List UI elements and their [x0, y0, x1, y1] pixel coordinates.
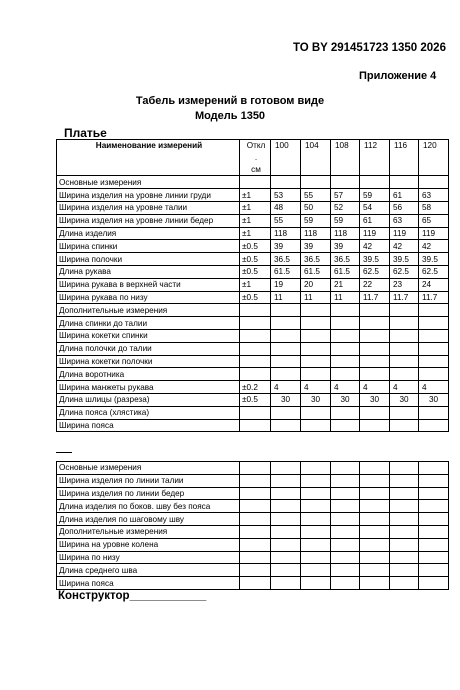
empty-cell — [240, 474, 271, 487]
document-title: Табель измерений в готовом виде — [135, 95, 325, 107]
column-header-size: 120 — [419, 140, 449, 176]
column-header-size: 116 — [390, 140, 419, 176]
value-cell — [419, 176, 449, 189]
deviation-cell: ±0.2 — [240, 381, 271, 394]
deviation-cell: ±0.5 — [240, 393, 271, 406]
value-cell: 22 — [360, 278, 390, 291]
item-name: Платье — [64, 126, 107, 140]
value-cell — [331, 176, 360, 189]
column-header-deviation: Откл — [240, 140, 271, 152]
value-cell — [360, 329, 390, 342]
value-cell — [271, 342, 301, 355]
measurement-name: Длина изделия по боков. шву без пояса — [57, 500, 240, 513]
value-cell — [419, 317, 449, 330]
value-cell: 59 — [301, 214, 331, 227]
deviation-cell — [240, 368, 271, 381]
value-cell: 118 — [301, 227, 331, 240]
empty-cell — [301, 577, 331, 590]
table-row — [57, 474, 449, 487]
deviation-cell — [240, 355, 271, 368]
deviation-cell — [240, 304, 271, 317]
value-cell: 39 — [331, 240, 360, 253]
table-row — [57, 577, 449, 590]
value-cell — [331, 317, 360, 330]
value-cell — [390, 368, 419, 381]
value-cell: 39.5 — [360, 253, 390, 266]
empty-cell — [390, 538, 419, 551]
measurement-name: Основные измерения — [57, 176, 240, 189]
column-header-name: Наименование измерений — [57, 140, 240, 176]
value-cell: 59 — [331, 214, 360, 227]
table-row — [57, 564, 449, 577]
empty-cell — [301, 551, 331, 564]
value-cell — [271, 317, 301, 330]
value-cell: 30 — [360, 393, 390, 406]
value-cell — [301, 342, 331, 355]
empty-cell — [331, 551, 360, 564]
value-cell: 19 — [271, 278, 301, 291]
value-cell — [301, 329, 331, 342]
measurement-name: Ширина изделия по линии талии — [57, 474, 240, 487]
empty-cell — [360, 487, 390, 500]
measurement-name: Дополнительные измерения — [57, 525, 240, 538]
measurement-name: Длина изделия — [57, 227, 240, 240]
empty-cell — [240, 525, 271, 538]
value-cell — [360, 419, 390, 432]
measurement-name: Ширина спинки — [57, 240, 240, 253]
value-cell: 11.7 — [390, 291, 419, 304]
value-cell — [301, 304, 331, 317]
value-cell — [360, 176, 390, 189]
value-cell — [390, 342, 419, 355]
value-cell: 59 — [360, 189, 390, 202]
table-row — [57, 329, 449, 342]
deviation-cell — [240, 342, 271, 355]
measurement-name: Ширина рукава в верхней части — [57, 278, 240, 291]
value-cell: 4 — [390, 381, 419, 394]
value-cell: 39.5 — [390, 253, 419, 266]
empty-cell — [331, 538, 360, 551]
value-cell: 119 — [419, 227, 449, 240]
empty-cell — [240, 538, 271, 551]
value-cell — [390, 317, 419, 330]
column-header-deviation-dot: . — [240, 152, 271, 164]
table-row — [57, 317, 449, 330]
measurements-table-2 — [56, 461, 449, 590]
column-header-size: 108 — [331, 140, 360, 176]
deviation-cell — [240, 406, 271, 419]
value-cell: 11 — [301, 291, 331, 304]
table-row — [57, 500, 449, 513]
value-cell: 30 — [419, 393, 449, 406]
value-cell: 61.5 — [301, 265, 331, 278]
empty-cell — [271, 500, 301, 513]
empty-cell — [240, 551, 271, 564]
empty-cell — [271, 525, 301, 538]
table-row — [57, 227, 449, 240]
empty-cell — [331, 462, 360, 475]
deviation-cell: ±1 — [240, 278, 271, 291]
value-cell — [331, 355, 360, 368]
empty-cell — [390, 564, 419, 577]
value-cell: 11.7 — [419, 291, 449, 304]
value-cell: 42 — [419, 240, 449, 253]
value-cell: 61 — [360, 214, 390, 227]
measurement-name: Ширина по низу — [57, 551, 240, 564]
value-cell: 118 — [331, 227, 360, 240]
table-row — [57, 538, 449, 551]
value-cell — [301, 355, 331, 368]
measurement-name: Ширина пояса — [57, 577, 240, 590]
empty-cell — [419, 538, 449, 551]
value-cell: 20 — [301, 278, 331, 291]
value-cell — [390, 176, 419, 189]
value-cell: 62.5 — [390, 265, 419, 278]
measurement-name: Длина воротника — [57, 368, 240, 381]
value-cell: 39 — [271, 240, 301, 253]
empty-cell — [240, 564, 271, 577]
measurement-name: Длина шлицы (разреза) — [57, 393, 240, 406]
value-cell: 42 — [390, 240, 419, 253]
value-cell: 61 — [390, 189, 419, 202]
value-cell — [419, 419, 449, 432]
empty-cell — [301, 500, 331, 513]
value-cell: 30 — [390, 393, 419, 406]
measurement-name: Длина среднего шва — [57, 564, 240, 577]
table-row — [57, 393, 449, 406]
table-row — [57, 381, 449, 394]
value-cell: 24 — [419, 278, 449, 291]
value-cell: 118 — [271, 227, 301, 240]
deviation-cell: ±1 — [240, 201, 271, 214]
value-cell — [360, 406, 390, 419]
empty-cell — [419, 500, 449, 513]
value-cell — [331, 304, 360, 317]
value-cell: 36.5 — [331, 253, 360, 266]
empty-cell — [419, 513, 449, 526]
empty-cell — [301, 474, 331, 487]
measurement-name: Дополнительные измерения — [57, 304, 240, 317]
empty-cell — [240, 487, 271, 500]
value-cell — [419, 355, 449, 368]
value-cell: 30 — [301, 393, 331, 406]
empty-cell — [360, 513, 390, 526]
column-header-deviation-unit: см — [240, 164, 271, 176]
table-row — [57, 513, 449, 526]
empty-cell — [360, 538, 390, 551]
measurement-name: Длина пояса (хлястика) — [57, 406, 240, 419]
table-row — [57, 406, 449, 419]
value-cell — [360, 342, 390, 355]
empty-cell — [390, 487, 419, 500]
value-cell — [419, 368, 449, 381]
measurement-name: Ширина изделия на уровне талии — [57, 201, 240, 214]
empty-cell — [390, 551, 419, 564]
value-cell: 30 — [271, 393, 301, 406]
deviation-cell: ±0.5 — [240, 265, 271, 278]
empty-cell — [419, 474, 449, 487]
model-label: Модель 1350 — [194, 110, 266, 122]
measurement-name: Ширина изделия на уровне линии груди — [57, 189, 240, 202]
value-cell — [271, 355, 301, 368]
table-row — [57, 240, 449, 253]
table-row — [57, 462, 449, 475]
value-cell: 39.5 — [419, 253, 449, 266]
measurement-name: Длина полочки до талии — [57, 342, 240, 355]
value-cell — [271, 176, 301, 189]
document-code: ТО BY 291451723 1350 2026 — [293, 42, 446, 54]
table-row — [57, 419, 449, 432]
value-cell — [390, 304, 419, 317]
empty-cell — [331, 525, 360, 538]
empty-cell — [301, 513, 331, 526]
value-cell — [331, 342, 360, 355]
empty-cell — [301, 538, 331, 551]
value-cell — [301, 368, 331, 381]
value-cell: 42 — [360, 240, 390, 253]
table-row — [57, 551, 449, 564]
empty-cell — [271, 474, 301, 487]
value-cell — [271, 406, 301, 419]
table-row — [57, 253, 449, 266]
empty-cell — [331, 487, 360, 500]
value-cell: 4 — [301, 381, 331, 394]
value-cell — [360, 317, 390, 330]
table-row — [57, 201, 449, 214]
table-row — [57, 342, 449, 355]
value-cell: 57 — [331, 189, 360, 202]
measurement-name: Ширина изделия на уровне линии бедер — [57, 214, 240, 227]
measurement-name: Ширина манжеты рукава — [57, 381, 240, 394]
deviation-cell: ±1 — [240, 189, 271, 202]
table-row — [57, 368, 449, 381]
designer-signature: Конструктор____________ — [58, 590, 207, 602]
empty-cell — [390, 577, 419, 590]
empty-cell — [271, 462, 301, 475]
value-cell — [390, 419, 419, 432]
value-cell — [301, 317, 331, 330]
deviation-cell — [240, 419, 271, 432]
value-cell: 21 — [331, 278, 360, 291]
value-cell: 30 — [331, 393, 360, 406]
empty-cell — [390, 474, 419, 487]
table-row — [57, 355, 449, 368]
value-cell — [271, 368, 301, 381]
empty-cell — [360, 551, 390, 564]
table-row — [57, 214, 449, 227]
value-cell: 58 — [419, 201, 449, 214]
value-cell: 61.5 — [331, 265, 360, 278]
value-cell: 56 — [390, 201, 419, 214]
measurement-name: Ширина на уровне колена — [57, 538, 240, 551]
measurement-name: Длина спинки до талии — [57, 317, 240, 330]
value-cell: 52 — [331, 201, 360, 214]
empty-cell — [360, 564, 390, 577]
appendix-label: Приложение 4 — [359, 70, 437, 82]
value-cell — [301, 406, 331, 419]
empty-cell — [360, 577, 390, 590]
empty-cell — [331, 577, 360, 590]
value-cell — [390, 406, 419, 419]
empty-cell — [301, 462, 331, 475]
value-cell: 48 — [271, 201, 301, 214]
value-cell: 63 — [419, 189, 449, 202]
value-cell — [331, 419, 360, 432]
value-cell: 62.5 — [419, 265, 449, 278]
value-cell — [360, 355, 390, 368]
empty-cell — [331, 474, 360, 487]
value-cell: 62.5 — [360, 265, 390, 278]
table-row — [57, 291, 449, 304]
value-cell: 65 — [419, 214, 449, 227]
deviation-cell: ±0.5 — [240, 291, 271, 304]
measurement-name: Ширина кокетки спинки — [57, 329, 240, 342]
value-cell — [331, 368, 360, 381]
empty-cell — [390, 525, 419, 538]
measurement-name: Основные измерения — [57, 462, 240, 475]
value-cell: 36.5 — [271, 253, 301, 266]
column-header-size: 100 — [271, 140, 301, 176]
empty-cell — [419, 564, 449, 577]
empty-cell — [271, 577, 301, 590]
column-header-size: 104 — [301, 140, 331, 176]
value-cell: 53 — [271, 189, 301, 202]
value-cell: 55 — [301, 189, 331, 202]
table-row — [57, 265, 449, 278]
value-cell — [301, 419, 331, 432]
value-cell: 54 — [360, 201, 390, 214]
table-row — [57, 487, 449, 500]
empty-cell — [271, 513, 301, 526]
value-cell — [419, 342, 449, 355]
empty-cell — [271, 487, 301, 500]
empty-cell — [419, 525, 449, 538]
value-cell — [360, 304, 390, 317]
table-row — [57, 304, 449, 317]
measurement-name: Ширина изделия по линии бедер — [57, 487, 240, 500]
table-header-row — [57, 140, 449, 152]
measurements-table-2-body — [57, 462, 449, 590]
value-cell: 11 — [331, 291, 360, 304]
value-cell: 61.5 — [271, 265, 301, 278]
deviation-cell: ±1 — [240, 214, 271, 227]
deviation-cell: ±1 — [240, 227, 271, 240]
value-cell: 4 — [331, 381, 360, 394]
empty-cell — [301, 487, 331, 500]
measurement-name: Ширина пояса — [57, 419, 240, 432]
separator-line — [56, 452, 72, 453]
value-cell — [271, 329, 301, 342]
empty-cell — [240, 513, 271, 526]
value-cell — [419, 329, 449, 342]
value-cell — [271, 419, 301, 432]
measurement-name: Длина изделия по шаговому шву — [57, 513, 240, 526]
empty-cell — [301, 525, 331, 538]
empty-cell — [390, 500, 419, 513]
value-cell — [390, 329, 419, 342]
measurement-name: Ширина полочки — [57, 253, 240, 266]
empty-cell — [390, 513, 419, 526]
table-row — [57, 176, 449, 189]
value-cell — [419, 304, 449, 317]
deviation-cell — [240, 176, 271, 189]
empty-cell — [240, 500, 271, 513]
empty-cell — [331, 564, 360, 577]
value-cell: 119 — [390, 227, 419, 240]
value-cell: 119 — [360, 227, 390, 240]
empty-cell — [360, 525, 390, 538]
empty-cell — [360, 474, 390, 487]
empty-cell — [240, 462, 271, 475]
value-cell — [390, 355, 419, 368]
value-cell: 4 — [419, 381, 449, 394]
column-header-size: 112 — [360, 140, 390, 176]
value-cell: 4 — [360, 381, 390, 394]
value-cell — [301, 176, 331, 189]
measurement-name: Ширина кокетки полочки — [57, 355, 240, 368]
value-cell: 11.7 — [360, 291, 390, 304]
empty-cell — [419, 487, 449, 500]
value-cell: 36.5 — [301, 253, 331, 266]
deviation-cell: ±0.5 — [240, 253, 271, 266]
value-cell — [360, 368, 390, 381]
empty-cell — [360, 462, 390, 475]
value-cell: 4 — [271, 381, 301, 394]
value-cell: 55 — [271, 214, 301, 227]
empty-cell — [390, 462, 419, 475]
deviation-cell — [240, 329, 271, 342]
empty-cell — [301, 564, 331, 577]
value-cell — [331, 329, 360, 342]
measurements-table — [56, 139, 449, 432]
table-row — [57, 525, 449, 538]
table-row — [57, 278, 449, 291]
value-cell — [271, 304, 301, 317]
deviation-cell: ±0.5 — [240, 240, 271, 253]
value-cell: 11 — [271, 291, 301, 304]
empty-cell — [419, 577, 449, 590]
empty-cell — [271, 564, 301, 577]
empty-cell — [331, 500, 360, 513]
empty-cell — [240, 577, 271, 590]
measurements-table-body — [57, 140, 449, 432]
empty-cell — [419, 462, 449, 475]
value-cell: 63 — [390, 214, 419, 227]
value-cell — [419, 406, 449, 419]
measurement-name: Ширина рукава по низу — [57, 291, 240, 304]
empty-cell — [419, 551, 449, 564]
table-row — [57, 189, 449, 202]
value-cell — [331, 406, 360, 419]
deviation-cell — [240, 317, 271, 330]
empty-cell — [271, 551, 301, 564]
value-cell: 39 — [301, 240, 331, 253]
empty-cell — [360, 500, 390, 513]
measurement-name: Длина рукава — [57, 265, 240, 278]
empty-cell — [271, 538, 301, 551]
value-cell: 50 — [301, 201, 331, 214]
value-cell: 23 — [390, 278, 419, 291]
empty-cell — [331, 513, 360, 526]
